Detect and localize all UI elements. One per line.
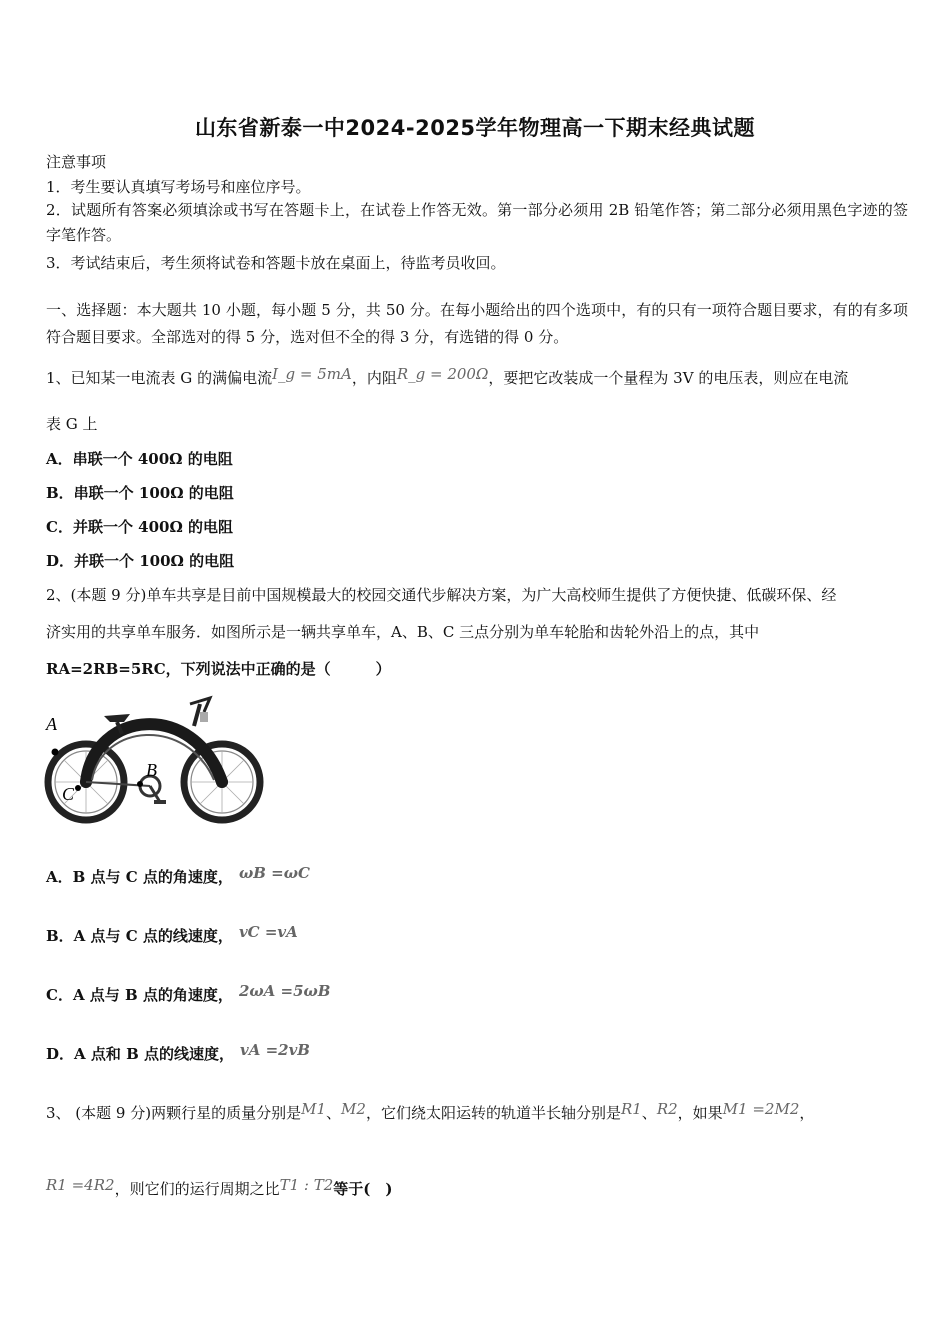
label-c: C bbox=[62, 784, 75, 804]
option-formula: ωB =ωC bbox=[238, 864, 310, 882]
section-instructions: 一、选择题：本大题共 10 小题，每小题 5 分，共 50 分。在每小题给出的四个选项中，有的只有一项符合题目要求，有的有多项符合题目要求。全部选对的得 5 分，选对但不全的得 3 分，有选错的得 0 分。 bbox=[46, 301, 908, 346]
notice-heading: 注意事项 bbox=[46, 153, 107, 171]
notice-item: 1．考生要认真填写考场号和座位序号。 bbox=[46, 178, 311, 196]
question-text: 1、已知某一电流表 G 的满偏电流 bbox=[46, 369, 273, 387]
formula-radius-condition: R1 =4R2 bbox=[46, 1176, 115, 1194]
question-text: ，则它们的运行周期之比 bbox=[114, 1180, 280, 1198]
label-a: A bbox=[46, 714, 57, 734]
question-1-stem bbox=[46, 364, 848, 388]
option-b bbox=[46, 923, 298, 946]
formula-period-ratio: T1 : T2 bbox=[279, 1176, 334, 1194]
bicycle-figure bbox=[44, 690, 266, 830]
separator: ， bbox=[799, 1104, 815, 1122]
separator: 、 bbox=[641, 1104, 657, 1122]
option-c bbox=[46, 982, 330, 1005]
question-2-line: RA=2RB=5RC，下列说法中正确的是（ ） bbox=[46, 660, 391, 678]
option-text: C．A 点与 B 点的角速度， bbox=[46, 986, 233, 1004]
question-text: 3、 (本题 9 分)两颗行星的质量分别是 bbox=[46, 1104, 302, 1122]
option-formula: vA =2vB bbox=[240, 1041, 310, 1059]
option-formula: vC =vA bbox=[238, 923, 298, 941]
basket bbox=[200, 712, 208, 722]
option-formula: 2ωA =5ωB bbox=[238, 982, 331, 1000]
page-title: 山东省新泰一中2024-2025学年物理高一下期末经典试题 bbox=[194, 116, 756, 140]
option-a: A．串联一个 400Ω 的电阻 bbox=[46, 450, 233, 468]
stem bbox=[194, 704, 200, 726]
option-text: A．B 点与 C 点的角速度， bbox=[46, 868, 233, 886]
option-b: B．串联一个 100Ω 的电阻 bbox=[46, 484, 234, 502]
point-c-marker bbox=[75, 785, 81, 791]
question-text: ，要把它改装成一个量程为 3V 的电压表，则应在电流 bbox=[488, 369, 849, 387]
question-text: ，如果 bbox=[677, 1104, 723, 1122]
formula-full-scale-current: I_g = 5mA bbox=[272, 365, 352, 383]
question-2-line: 2、(本题 9 分)单车共享是目前中国规模最大的校园交通代步解决方案，为广大高校师生提供了方便快捷、低碳环保、经 bbox=[46, 586, 837, 604]
option-d: D．并联一个 100Ω 的电阻 bbox=[46, 552, 235, 570]
question-text: ，它们绕太阳运转的轨道半长轴分别是 bbox=[365, 1104, 621, 1122]
label-b: B bbox=[146, 760, 157, 780]
formula-r1: R1 bbox=[620, 1100, 642, 1118]
separator: 、 bbox=[326, 1104, 342, 1122]
point-a-marker bbox=[52, 749, 59, 756]
formula-m2: M2 bbox=[341, 1100, 366, 1118]
question-2-line: 济实用的共享单车服务．如图所示是一辆共享单车，A、B、C 三点分别为单车轮胎和齿轮外沿上的点，其中 bbox=[46, 623, 760, 641]
question-1-stem-cont: 表 G 上 bbox=[46, 415, 98, 433]
pedal bbox=[154, 800, 166, 804]
option-d bbox=[46, 1041, 310, 1064]
formula-mass-condition: M1 =2M2 bbox=[722, 1100, 800, 1118]
question-3-stem-cont bbox=[46, 1175, 392, 1199]
option-a bbox=[46, 864, 310, 887]
option-c: C．并联一个 400Ω 的电阻 bbox=[46, 518, 234, 536]
bicycle-illustration bbox=[44, 690, 266, 830]
question-text: 等于( ) bbox=[333, 1180, 393, 1198]
seat bbox=[104, 714, 130, 722]
option-text: D．A 点和 B 点的线速度， bbox=[46, 1045, 234, 1063]
point-b-marker bbox=[137, 781, 143, 787]
question-3-stem bbox=[46, 1099, 814, 1123]
notice-item: 3．考试结束后，考生须将试卷和答题卡放在桌面上，待监考员收回。 bbox=[46, 254, 506, 272]
formula-r2: R2 bbox=[656, 1100, 678, 1118]
formula-internal-resistance: R_g = 200Ω bbox=[396, 365, 489, 383]
notice-item: 2．试题所有答案必须填涂或书写在答题卡上，在试卷上作答无效。第一部分必须用 2B 铅笔作答；第二部分必须用黑色字迹的签字笔作答。 bbox=[46, 201, 908, 244]
option-text: B．A 点与 C 点的线速度， bbox=[46, 927, 233, 945]
formula-m1: M1 bbox=[301, 1100, 327, 1118]
question-text: ，内阻 bbox=[351, 369, 397, 387]
